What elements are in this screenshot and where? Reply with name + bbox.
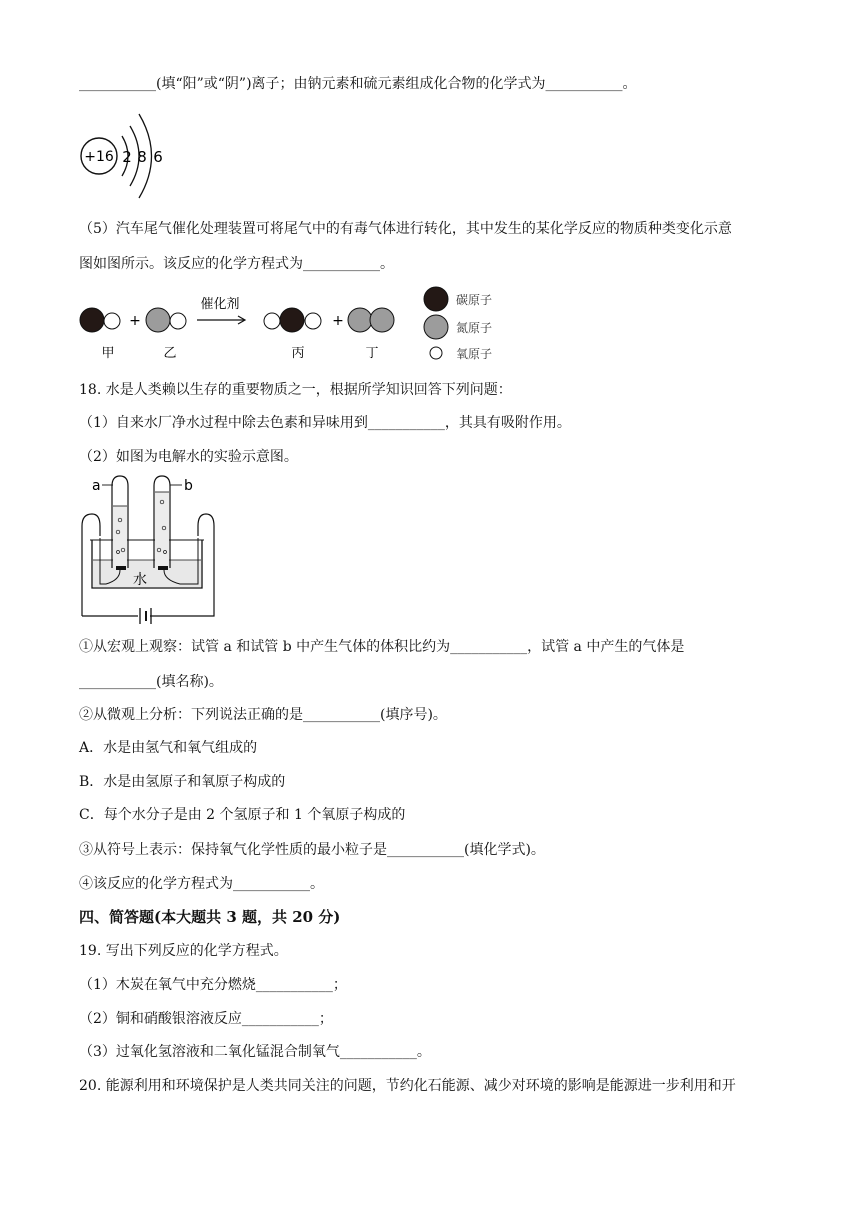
legend-nitrogen-label: 氮原子	[456, 321, 493, 335]
reaction-diagram	[76, 284, 516, 368]
observation-3: ③从符号上表示：保持氧气化学性质的最小粒子是___________(填化学式)。	[79, 842, 545, 858]
plus-sign-2: +	[332, 313, 344, 329]
catalyst-label: 催化剂	[200, 297, 240, 312]
question-5-line-1: （5）汽车尾气催化处理装置可将尾气中的有毒气体进行转化，其中发生的某化学反应的物质种类变化示意	[79, 221, 732, 237]
tube-a-water	[113, 506, 127, 568]
question-19-title: 19. 写出下列反应的化学方程式。	[79, 943, 288, 959]
yi-nitrogen-atom	[146, 308, 170, 332]
observation-1-line-1: ①从宏观上观察：试管 a 和试管 b 中产生气体的体积比约为___________，试管 a 中产生的气体是	[79, 639, 685, 655]
legend-carbon-label: 碳原子	[456, 293, 493, 307]
option-c: C．每个水分子是由 2 个氢原子和 1 个氧原子构成的	[79, 807, 406, 823]
ding-nitrogen-atom-2	[370, 308, 394, 332]
tube-a-label: a	[92, 478, 101, 494]
legend-oxygen-swatch	[430, 347, 442, 359]
label-jia: 甲	[101, 346, 115, 361]
label-yi: 乙	[163, 346, 177, 361]
legend-nitrogen-swatch	[424, 315, 448, 339]
legend-carbon-swatch	[424, 287, 448, 311]
yi-oxygen-atom	[170, 313, 186, 329]
water-label: 水	[133, 572, 147, 588]
atom-structure-diagram	[78, 108, 178, 202]
bing-carbon-atom	[280, 308, 304, 332]
legend-oxygen-label: 氧原子	[456, 347, 493, 361]
electrode-b	[158, 566, 168, 570]
observation-1-line-2: ___________(填名称)。	[79, 674, 223, 690]
jia-carbon-atom	[80, 308, 104, 332]
electrode-a	[116, 566, 126, 570]
question-19-part-1: （1）木炭在氧气中充分燃烧___________；	[79, 977, 347, 993]
option-a: A．水是由氢气和氧气组成的	[79, 740, 258, 756]
section-4-heading: 四、简答题(本大题共 3 题，共 20 分)	[79, 908, 341, 926]
option-b: B．水是由氢原子和氧原子构成的	[79, 774, 286, 790]
jia-oxygen-atom	[104, 313, 120, 329]
ding-nitrogen-atom-1	[348, 308, 372, 332]
label-ding: 丁	[365, 346, 379, 361]
electrolysis-diagram	[76, 472, 216, 624]
line-ion-question: ___________(填“阳”或“阴”)离子；由钠元素和硫元素组成化合物的化学式为___________。	[79, 76, 637, 92]
tube-b-label: b	[184, 478, 193, 494]
question-19-part-3: （3）过氧化氢溶液和二氧化锰混合制氧气___________。	[79, 1044, 431, 1060]
tube-b-water	[155, 492, 169, 568]
observation-4: ④该反应的化学方程式为___________。	[79, 876, 324, 892]
question-5-line-2: 图如图所示。该反应的化学方程式为___________。	[79, 256, 394, 272]
plus-sign-1: +	[129, 313, 141, 329]
question-19-part-2: （2）铜和硝酸银溶液反应___________；	[79, 1011, 333, 1027]
bing-oxygen-atom-right	[305, 313, 321, 329]
observation-2: ②从微观上分析：下列说法正确的是___________(填序号)。	[79, 707, 447, 723]
question-20-title: 20. 能源利用和环境保护是人类共同关注的问题，节约化石能源、减少对环境的影响是能源进一步利用和开	[79, 1078, 736, 1094]
question-18-title: 18. 水是人类赖以生存的重要物质之一，根据所学知识回答下列问题：	[79, 382, 512, 398]
question-18-part-2: （2）如图为电解水的实验示意图。	[79, 449, 298, 465]
shell-electrons-2: 8	[137, 148, 147, 166]
bing-oxygen-atom-left	[264, 313, 280, 329]
shell-electrons-3: 6	[153, 148, 163, 166]
nucleus-charge: +16	[84, 149, 114, 165]
question-18-part-1: （1）自来水厂净水过程中除去色素和异味用到___________，其具有吸附作用。	[79, 415, 571, 431]
shell-electrons-1: 2	[122, 148, 132, 166]
label-bing: 丙	[291, 346, 305, 361]
